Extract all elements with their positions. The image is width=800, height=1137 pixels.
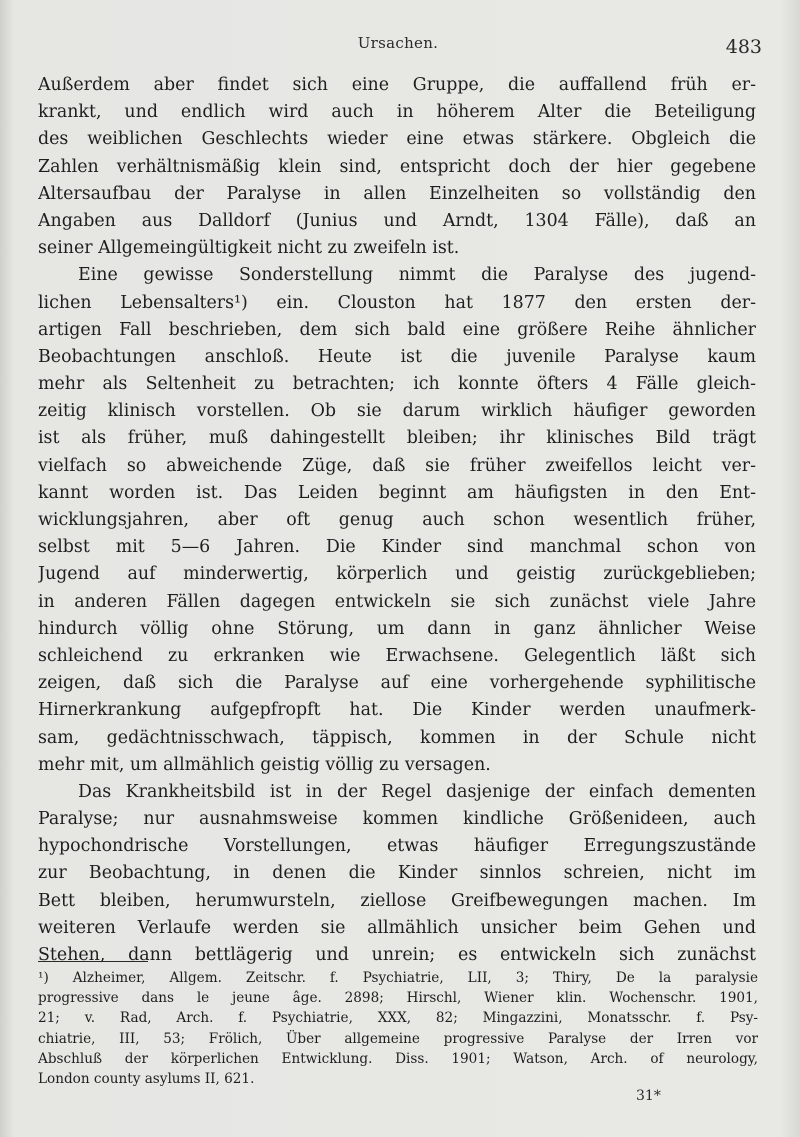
text-line: Hirnerkrankung aufgepfropft hat. Die Kinder werden unaufmerk- (38, 700, 756, 721)
text-line: sam, gedächtnisschwach, täppisch, kommen in der Schule nicht (38, 727, 756, 748)
text-line: artigen Fall beschrieben, dem sich bald eine größere Reihe ähnlicher (38, 319, 756, 340)
text-line: Stehen, dann bettlägerig und unrein; es entwickeln sich zunächst (38, 945, 756, 965)
footnote-line: London county asylums II, 621. (38, 1070, 255, 1087)
footnote-line: chiatrie, III, 53; Frölich, Über allgemeine progressive Paralyse der Irren vor (38, 1030, 758, 1047)
text-line: Eine gewisse Sonderstellung nimmt die Paralyse des jugend- (78, 265, 756, 286)
text-line: Paralyse; nur ausnahmsweise kommen kindliche Größenideen, auch (38, 809, 756, 830)
page-header (38, 34, 762, 58)
footnote-rule (38, 961, 148, 962)
signature-mark: 31* (636, 1088, 661, 1104)
text-line: Das Krankheitsbild ist in der Regel dasjenige der einfach dementen (78, 781, 756, 802)
text-line: Zahlen verhältnismäßig klein sind, entspricht doch der hier gegebene (38, 156, 756, 177)
text-line: hindurch völlig ohne Störung, um dann in ganz ähnlicher Weise (38, 618, 756, 639)
text-line: hypochondrische Vorstellungen, etwas häufiger Erregungszustände (38, 836, 756, 857)
text-line: Altersaufbau der Paralyse in allen Einzelheiten so vollständig den (38, 183, 756, 204)
text-line: krankt, und endlich wird auch in höherem Alter die Beteiligung (38, 102, 756, 123)
text-line: mehr mit, um allmählich geistig völlig zu versagen. (38, 754, 491, 775)
text-line: zeitig klinisch vorstellen. Ob sie darum wirklich häufiger geworden (38, 401, 756, 422)
footnote-line: progressive dans le jeune âge. 2898; Hirschl, Wiener klin. Wochenschr. 1901, (38, 990, 758, 1007)
text-line: vielfach so abweichende Züge, daß sie früher zweifellos leicht ver- (38, 455, 756, 476)
text-line: des weiblichen Geschlechts wieder eine etwas stärkere. Obgleich die (38, 129, 756, 150)
text-line: weiteren Verlaufe werden sie allmählich unsicher beim Gehen und (38, 917, 756, 938)
text-line: Angaben aus Dalldorf (Junius und Arndt, 1304 Fälle), daß an (38, 210, 756, 231)
main-text (38, 72, 756, 969)
text-line: seiner Allgemeingültigkeit nicht zu zweifeln ist. (38, 238, 460, 259)
text-line: zur Beobachtung, in denen die Kinder sinnlos schreien, nicht im (38, 863, 756, 884)
text-line: kannt worden ist. Das Leiden beginnt am häufigsten in den Ent- (38, 482, 756, 503)
text-line: lichen Lebensalters¹) ein. Clouston hat 1877 den ersten der- (38, 292, 756, 313)
text-line: Bett bleiben, herumwursteln, ziellose Greifbewegungen machen. Im (38, 890, 756, 911)
running-head: Ursachen. (357, 34, 439, 52)
footnote-line: ¹) Alzheimer, Allgem. Zeitschr. f. Psychiatrie, LII, 3; Thiry, De la paralysie (38, 970, 758, 986)
text-line: Außerdem aber findet sich eine Gruppe, die auffallend früh er- (38, 75, 756, 95)
text-line: wicklungsjahren, aber oft genug auch schon wesentlich früher, (38, 510, 756, 530)
text-line: ist als früher, muß dahingestellt bleiben; ihr klinisches Bild trägt (38, 428, 756, 449)
text-line: Beobachtungen anschloß. Heute ist die juvenile Paralyse kaum (38, 346, 756, 367)
footnote-line: Abschluß der körperlichen Entwicklung. Diss. 1901; Watson, Arch. of neurology, (38, 1050, 758, 1067)
text-line: mehr als Seltenheit zu betrachten; ich konnte öfters 4 Fälle gleich- (38, 374, 756, 395)
text-line: selbst mit 5—6 Jahren. Die Kinder sind manchmal schon von (38, 537, 756, 558)
footnotes (38, 968, 758, 1089)
text-line: schleichend zu erkranken wie Erwachsene. Gelegentlich läßt sich (38, 645, 756, 666)
page-number: 483 (725, 36, 762, 58)
text-line: in anderen Fällen dagegen entwickeln sie sich zunächst viele Jahre (38, 591, 756, 612)
footnote-line: 21; v. Rad, Arch. f. Psychiatrie, XXX, 82; Mingazzini, Monatsschr. f. Psy- (38, 1010, 758, 1027)
text-line: zeigen, daß sich die Paralyse auf eine vorhergehende syphilitische (38, 673, 756, 694)
text-line: Jugend auf minderwertig, körperlich und geistig zurückgeblieben; (38, 564, 756, 585)
